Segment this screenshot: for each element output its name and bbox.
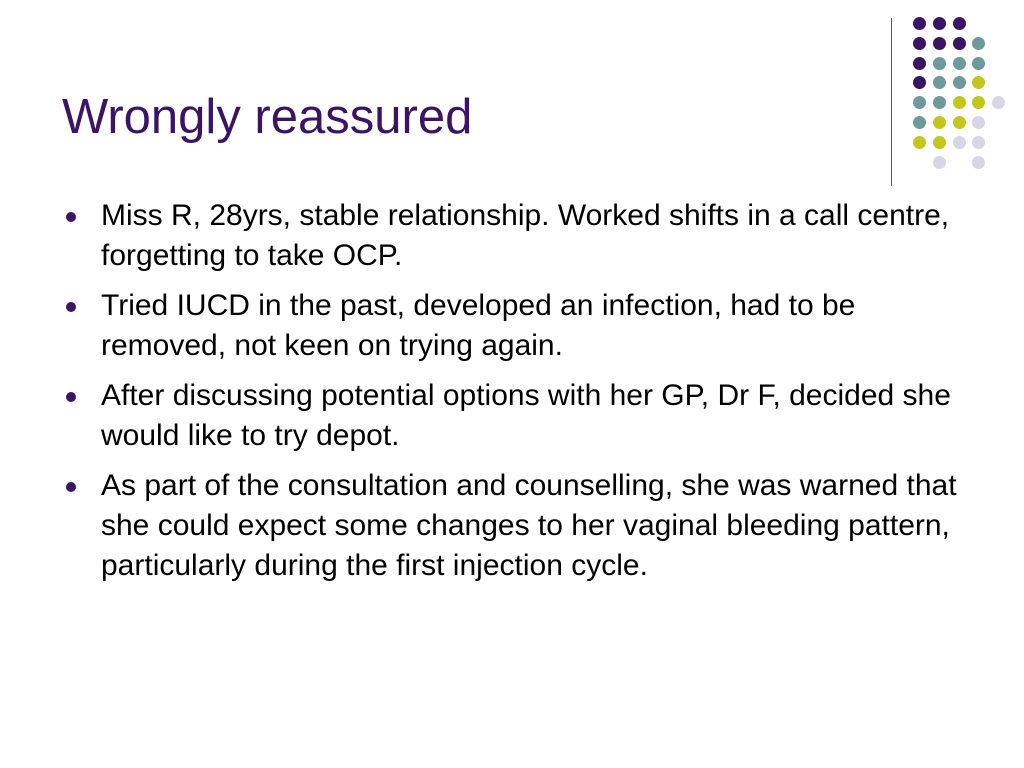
bullet-dot-icon bbox=[66, 212, 76, 222]
decorative-dot bbox=[972, 37, 985, 50]
decorative-dot bbox=[933, 57, 946, 70]
decorative-dot bbox=[972, 116, 985, 129]
decorative-dot bbox=[913, 17, 926, 30]
decorative-dot bbox=[933, 17, 946, 30]
decorative-dot bbox=[933, 116, 946, 129]
bullet-item bbox=[62, 196, 972, 276]
bullet-dot-icon bbox=[66, 482, 76, 492]
decorative-dot bbox=[933, 156, 946, 169]
decorative-dot bbox=[972, 136, 985, 149]
decorative-dot bbox=[953, 37, 966, 50]
decorative-dot bbox=[953, 57, 966, 70]
decorative-dot bbox=[953, 17, 966, 30]
decorative-dot bbox=[992, 96, 1005, 109]
decorative-dot bbox=[913, 57, 926, 70]
bullet-text: Miss R, 28yrs, stable relationship. Worked shifts in a call centre, forgetting to take OCP. bbox=[101, 199, 950, 272]
decorative-dot bbox=[972, 57, 985, 70]
decorative-dot bbox=[953, 136, 966, 149]
decorative-dot bbox=[913, 136, 926, 149]
decorative-dot bbox=[933, 37, 946, 50]
decorative-dot bbox=[933, 136, 946, 149]
decorative-dot bbox=[913, 116, 926, 129]
bullet-text: After discussing potential options with her GP, Dr F, decided she would like to try depot. bbox=[101, 379, 951, 452]
decorative-dot bbox=[972, 156, 985, 169]
bullet-item bbox=[62, 286, 972, 366]
vertical-divider bbox=[891, 18, 892, 186]
decorative-dot bbox=[913, 76, 926, 89]
decorative-dot bbox=[953, 116, 966, 129]
decorative-dot bbox=[913, 37, 926, 50]
bullet-text: Tried IUCD in the past, developed an infection, had to be removed, not keen on trying again. bbox=[101, 289, 856, 362]
bullet-item bbox=[62, 376, 972, 456]
bullet-dot-icon bbox=[66, 392, 76, 402]
decorative-dot bbox=[953, 76, 966, 89]
decorative-dot bbox=[953, 96, 966, 109]
decorative-dot bbox=[933, 96, 946, 109]
bullet-dot-icon bbox=[66, 302, 76, 312]
decorative-dot bbox=[933, 76, 946, 89]
bullet-item bbox=[62, 466, 972, 586]
decorative-dot bbox=[972, 76, 985, 89]
bullet-list bbox=[62, 196, 972, 596]
slide-title: Wrongly reassured bbox=[62, 90, 473, 144]
bullet-text: As part of the consultation and counselling, she was warned that she could expect some changes to her vaginal bleeding pattern, particularly during the first injection cycle. bbox=[101, 469, 957, 582]
decorative-dot bbox=[972, 96, 985, 109]
decorative-dot bbox=[913, 96, 926, 109]
